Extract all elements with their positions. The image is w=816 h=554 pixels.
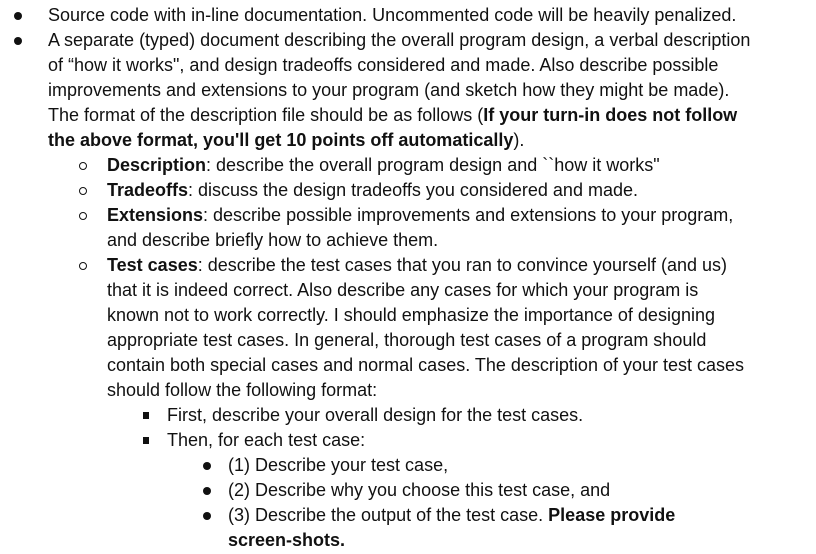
- text: known not to work correctly. I should emphasize the importance of designing: [107, 305, 715, 325]
- bold-text: Tradeoffs: [107, 180, 189, 200]
- text: Then, for each test case:: [167, 430, 366, 450]
- text-line: [107, 328, 706, 353]
- text-line: [228, 528, 345, 553]
- text-line: [228, 503, 675, 528]
- bullet-disc-icon: [14, 37, 22, 45]
- bullet-circle-icon: [79, 212, 87, 220]
- text: appropriate test cases. In general, thorough test cases of a program should: [107, 330, 707, 350]
- text-line: [228, 478, 610, 503]
- text: ).: [513, 130, 525, 150]
- text-line: [107, 303, 715, 328]
- text-line: [107, 153, 660, 178]
- bullet-circle-icon: [79, 187, 87, 195]
- bullet-disc-icon: [203, 462, 211, 470]
- bold-text: Please provide: [548, 505, 676, 525]
- text-line: [107, 228, 438, 253]
- text: A separate (typed) document describing the overall program design, a verbal description: [48, 30, 751, 50]
- text: (2) Describe why you choose this test case, and: [228, 480, 611, 500]
- text-line: [107, 203, 733, 228]
- bullet-disc-icon: [203, 512, 211, 520]
- bullet-circle-icon: [79, 162, 87, 170]
- text: (3) Describe the output of the test case.: [228, 505, 549, 525]
- text: Source code with in-line documentation. Uncommented code will be heavily penalized.: [48, 5, 737, 25]
- text-line: [48, 28, 750, 53]
- text: and describe briefly how to achieve them.: [107, 230, 439, 250]
- text: should follow the following format:: [107, 380, 378, 400]
- text: : describe possible improvements and extensions to your program,: [203, 205, 734, 225]
- bullet-disc-icon: [203, 487, 211, 495]
- text: : describe the test cases that you ran to convince yourself (and us): [197, 255, 728, 275]
- text-line: [107, 278, 698, 303]
- text-line: [107, 378, 377, 403]
- bold-text: screen-shots.: [228, 530, 346, 550]
- text-line: [167, 403, 583, 428]
- bullet-circle-icon: [79, 262, 87, 270]
- text-line: [228, 453, 448, 478]
- text: : describe the overall program design and ``how it works": [206, 155, 660, 175]
- text-line: [48, 78, 729, 103]
- text: improvements and extensions to your program (and sketch how they might be made).: [48, 80, 730, 100]
- bold-text: Extensions: [107, 205, 204, 225]
- bold-text: the above format, you'll get 10 points off automatically: [48, 130, 514, 150]
- bullet-square-icon: [143, 412, 149, 419]
- text: contain both special cases and normal cases. The description of your test cases: [107, 355, 745, 375]
- text: of “how it works", and design tradeoffs considered and made. Also describe possible: [48, 55, 719, 75]
- text: First, describe your overall design for the test cases.: [167, 405, 584, 425]
- bullet-square-icon: [143, 437, 149, 444]
- text: (1) Describe your test case,: [228, 455, 449, 475]
- text-line: [48, 128, 524, 153]
- bold-text: Description: [107, 155, 207, 175]
- bullet-disc-icon: [14, 12, 22, 20]
- text-line: [107, 353, 744, 378]
- text-line: [48, 3, 736, 28]
- bold-text: If your turn-in does not follow: [483, 105, 738, 125]
- text-line: [48, 53, 718, 78]
- text-line: [107, 178, 638, 203]
- text: that it is indeed correct. Also describe any cases for which your program is: [107, 280, 699, 300]
- text: : discuss the design tradeoffs you considered and made.: [188, 180, 638, 200]
- text: The format of the description file should be as follows (: [48, 105, 484, 125]
- text-line: [48, 103, 737, 128]
- bold-text: Test cases: [107, 255, 198, 275]
- text-line: [107, 253, 727, 278]
- text-line: [167, 428, 365, 453]
